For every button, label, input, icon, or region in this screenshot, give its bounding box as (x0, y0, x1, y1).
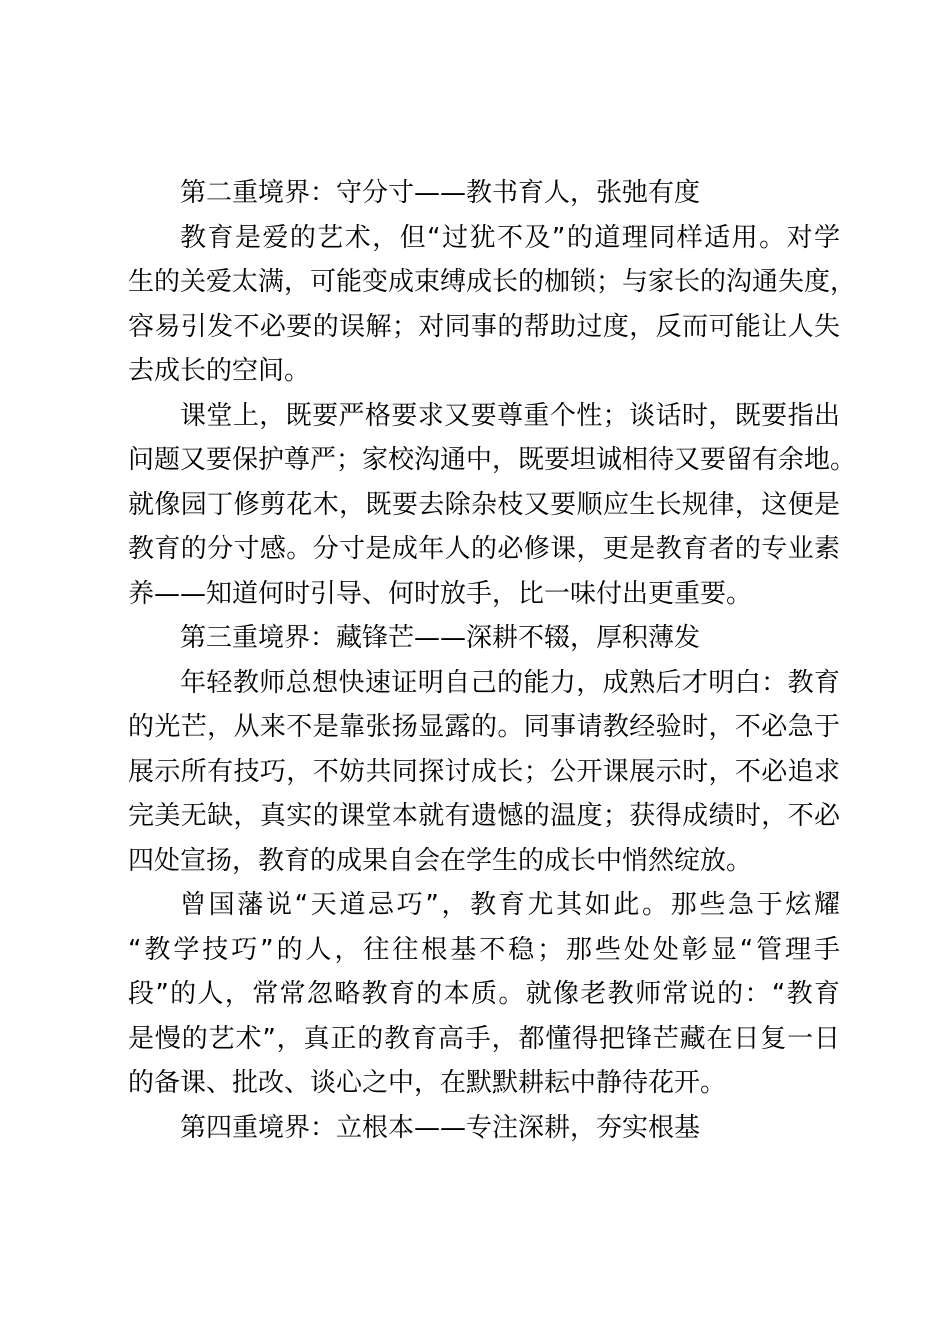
paragraph-line: 四处宣扬，教育的成果自会在学生的成长中悄然绽放。 (128, 845, 753, 876)
paragraph-line: 完美无缺，真实的课堂本就有遗憾的温度；获得成绩时，不必 (128, 801, 840, 831)
paragraph-line: 是慢的艺术”，真正的教育高手，都懂得把锋芒藏在日复一日 (128, 1023, 840, 1054)
paragraph-line: 去成长的空间。 (128, 356, 311, 386)
section-heading-2: 第二重境界：守分寸——教书育人，张弛有度 (180, 178, 701, 208)
paragraph-line: 教育的分寸感。分寸是成年人的必修课，更是教育者的专业素 (128, 534, 840, 564)
paragraph-line: 教育是爱的艺术，但“过犹不及”的道理同样适用。对学 (180, 222, 840, 253)
paragraph-line: 展示所有技巧，不妨共同探讨成长；公开课展示时，不必追求 (128, 756, 840, 787)
paragraph-line: 养——知道何时引导、何时放手，比一味付出更重要。 (128, 578, 753, 609)
section-heading-3: 第三重境界：藏锋芒——深耕不辍，厚积薄发 (180, 623, 701, 653)
paragraph-line: 曾国藩说“天道忌巧”，教育尤其如此。那些急于炫耀 (180, 890, 840, 920)
paragraph-line: 年轻教师总想快速证明自己的能力，成熟后才明白：教育 (180, 667, 840, 698)
paragraph-line: 课堂上，既要严格要求又要尊重个性；谈话时，既要指出 (180, 400, 840, 431)
paragraph-line: 问题又要保护尊严；家校沟通中，既要坦诚相待又要留有余地。 (128, 445, 857, 475)
paragraph-line: 的备课、批改、谈心之中，在默默耕耘中静待花开。 (128, 1068, 727, 1098)
paragraph-line: 的光芒，从来不是靠张扬显露的。同事请教经验时，不必急于 (128, 712, 840, 742)
paragraph-line: 容易引发不必要的误解；对同事的帮助过度，反而可能让人失 (128, 311, 840, 342)
section-heading-4: 第四重境界：立根本——专注深耕，夯实根基 (180, 1112, 701, 1143)
document-body (128, 171, 857, 1150)
paragraph-line: 生的关爱太满，可能变成束缚成长的枷锁；与家长的沟通失度， (128, 267, 857, 297)
paragraph-line: 就像园丁修剪花木，既要去除杂枝又要顺应生长规律，这便是 (128, 489, 840, 520)
paragraph-line: “教学技巧”的人，往往根基不稳；那些处处彰显“管理手 (128, 934, 840, 965)
paragraph-line: 段”的人，常常忽略教育的本质。就像老教师常说的：“教育 (128, 979, 840, 1009)
